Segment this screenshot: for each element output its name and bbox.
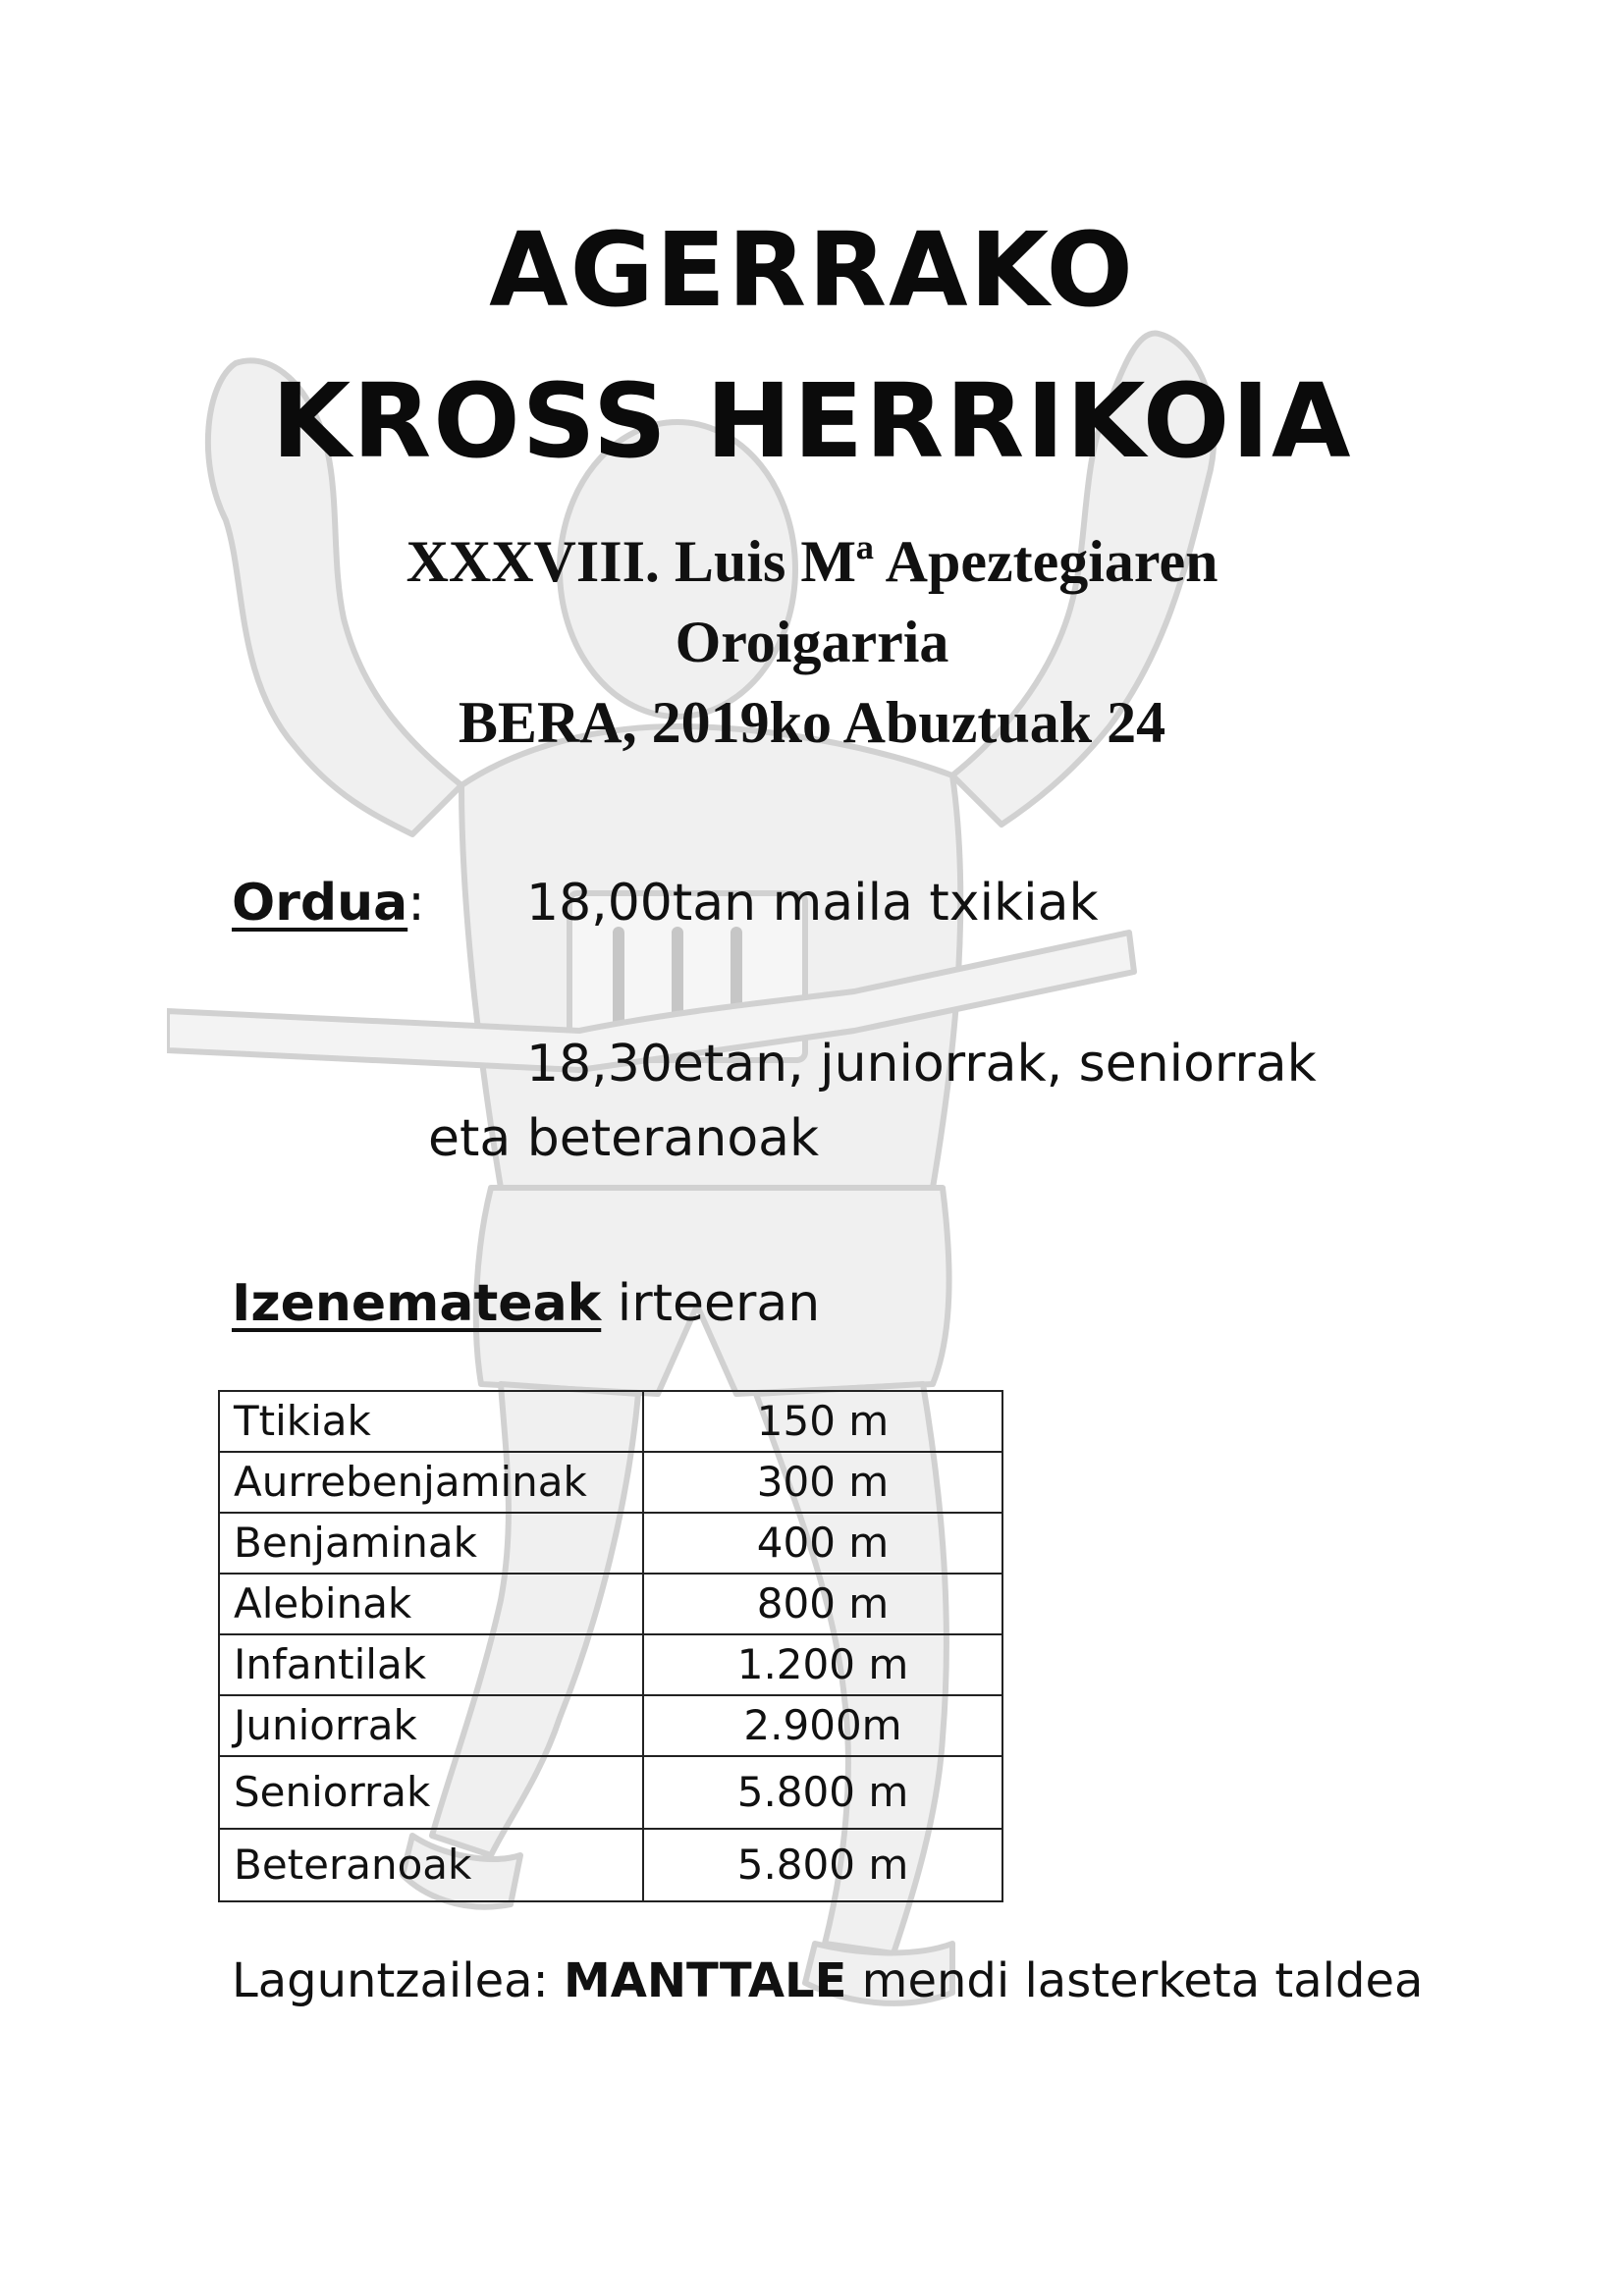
subtitle-line2: Oroigarria <box>675 610 949 674</box>
poster-title-line2: KROSS HERRIKOIA <box>271 361 1353 481</box>
table-row <box>219 1513 1002 1574</box>
distance-cell: 400 m <box>643 1513 1002 1574</box>
category-cell: Juniorrak <box>219 1695 643 1756</box>
table-row <box>219 1695 1002 1756</box>
schedule-time-small: 18,00tan maila txikiak <box>526 874 1099 933</box>
distance-table <box>218 1390 1003 1902</box>
table-row <box>219 1391 1002 1452</box>
distance-cell: 300 m <box>643 1452 1002 1513</box>
schedule-label-colon: : <box>407 874 425 933</box>
schedule-time-adults-line2: eta beteranoak <box>428 1109 820 1168</box>
registration-text: irteeran <box>617 1274 821 1333</box>
table-row <box>219 1634 1002 1695</box>
category-cell: Ttikiak <box>219 1391 643 1452</box>
registration-label: Izenemateak <box>232 1274 602 1333</box>
table-row <box>219 1452 1002 1513</box>
category-cell: Aurrebenjaminak <box>219 1452 643 1513</box>
sponsor-prefix: Laguntzailea: <box>232 1953 564 2008</box>
sponsor-name: MANTTALE <box>563 1953 847 2008</box>
event-date-location: BERA, 2019ko Abuztuak 24 <box>458 690 1166 755</box>
distance-cell: 2.900m <box>643 1695 1002 1756</box>
category-cell: Infantilak <box>219 1634 643 1695</box>
category-cell: Alebinak <box>219 1574 643 1634</box>
distance-cell: 800 m <box>643 1574 1002 1634</box>
distance-cell: 5.800 m <box>643 1756 1002 1829</box>
table-row <box>219 1829 1002 1901</box>
subtitle-line1: XXXVIII. Luis Mª Apeztegiaren <box>406 529 1218 594</box>
poster-title-line1: AGERRAKO <box>489 210 1135 330</box>
sponsor-suffix: mendi lasterketa taldea <box>846 1953 1424 2008</box>
category-cell: Benjaminak <box>219 1513 643 1574</box>
distance-cell: 150 m <box>643 1391 1002 1452</box>
schedule-time-adults-line1: 18,30etan, juniorrak, seniorrak <box>526 1035 1317 1094</box>
category-cell: Beteranoak <box>219 1829 643 1901</box>
distance-cell: 5.800 m <box>643 1829 1002 1901</box>
registration-line <box>232 1274 820 1333</box>
table-row <box>219 1574 1002 1634</box>
sponsor-line <box>232 1953 1423 2008</box>
schedule-label-text: Ordua <box>232 874 408 933</box>
table-row <box>219 1756 1002 1829</box>
schedule-label <box>232 874 425 933</box>
category-cell: Seniorrak <box>219 1756 643 1829</box>
distance-cell: 1.200 m <box>643 1634 1002 1695</box>
